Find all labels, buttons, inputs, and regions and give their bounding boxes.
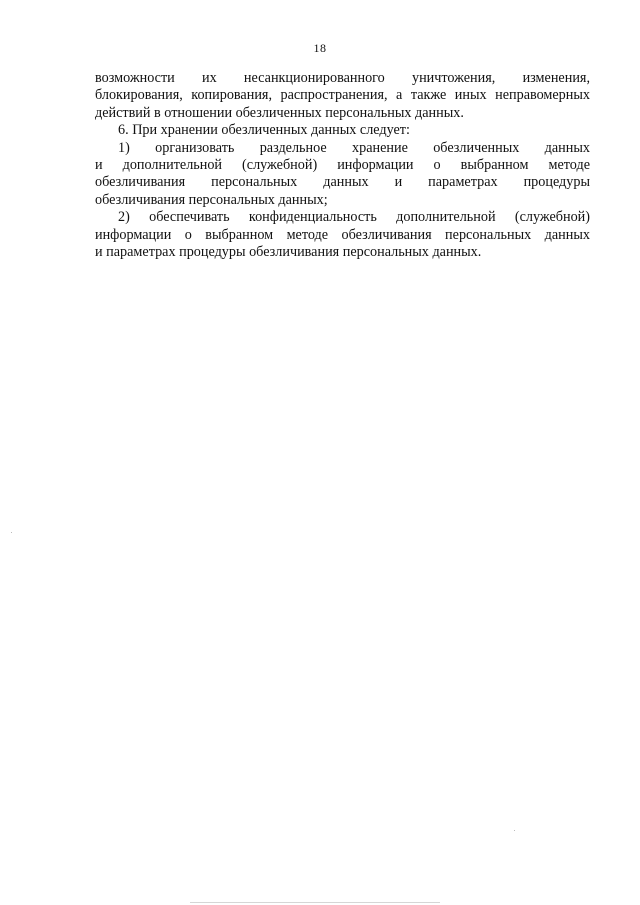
paragraph-item-6 [95, 122, 590, 139]
document-body [95, 70, 590, 261]
paragraph-continuation [95, 70, 590, 122]
text-line: обезличивания персональных данных; [95, 191, 328, 208]
paragraph-subitem-2 [95, 209, 590, 261]
text-line: действий в отношении обезличенных персональных данных. [95, 104, 464, 121]
text-line: 1) организовать раздельное хранение обезличенных данных [118, 139, 590, 156]
paragraph-subitem-1 [95, 140, 590, 210]
text-line: и параметрах процедуры обезличивания персональных данных. [95, 244, 482, 261]
text-line: 2) обеспечивать конфиденциальность дополнительной (служебной) [118, 209, 590, 226]
scan-bottom-edge [190, 902, 440, 903]
text-line: обезличивания персональных данных и параметрах процедуры [95, 174, 590, 191]
text-line: и дополнительной (служебной) информации о выбранном методе [95, 157, 590, 174]
text-line: информации о выбранном методе обезличивания персональных данных [95, 226, 590, 243]
text-line: блокирования, копирования, распространения, а также иных неправомерных [95, 87, 590, 104]
page-number: 18 [313, 41, 327, 55]
text-line: возможности их несанкционированного уничтожения, изменения, [95, 70, 590, 86]
text-line: 6. При хранении обезличенных данных следует: [118, 122, 410, 139]
scan-speck [514, 830, 515, 831]
scan-speck [11, 532, 12, 533]
